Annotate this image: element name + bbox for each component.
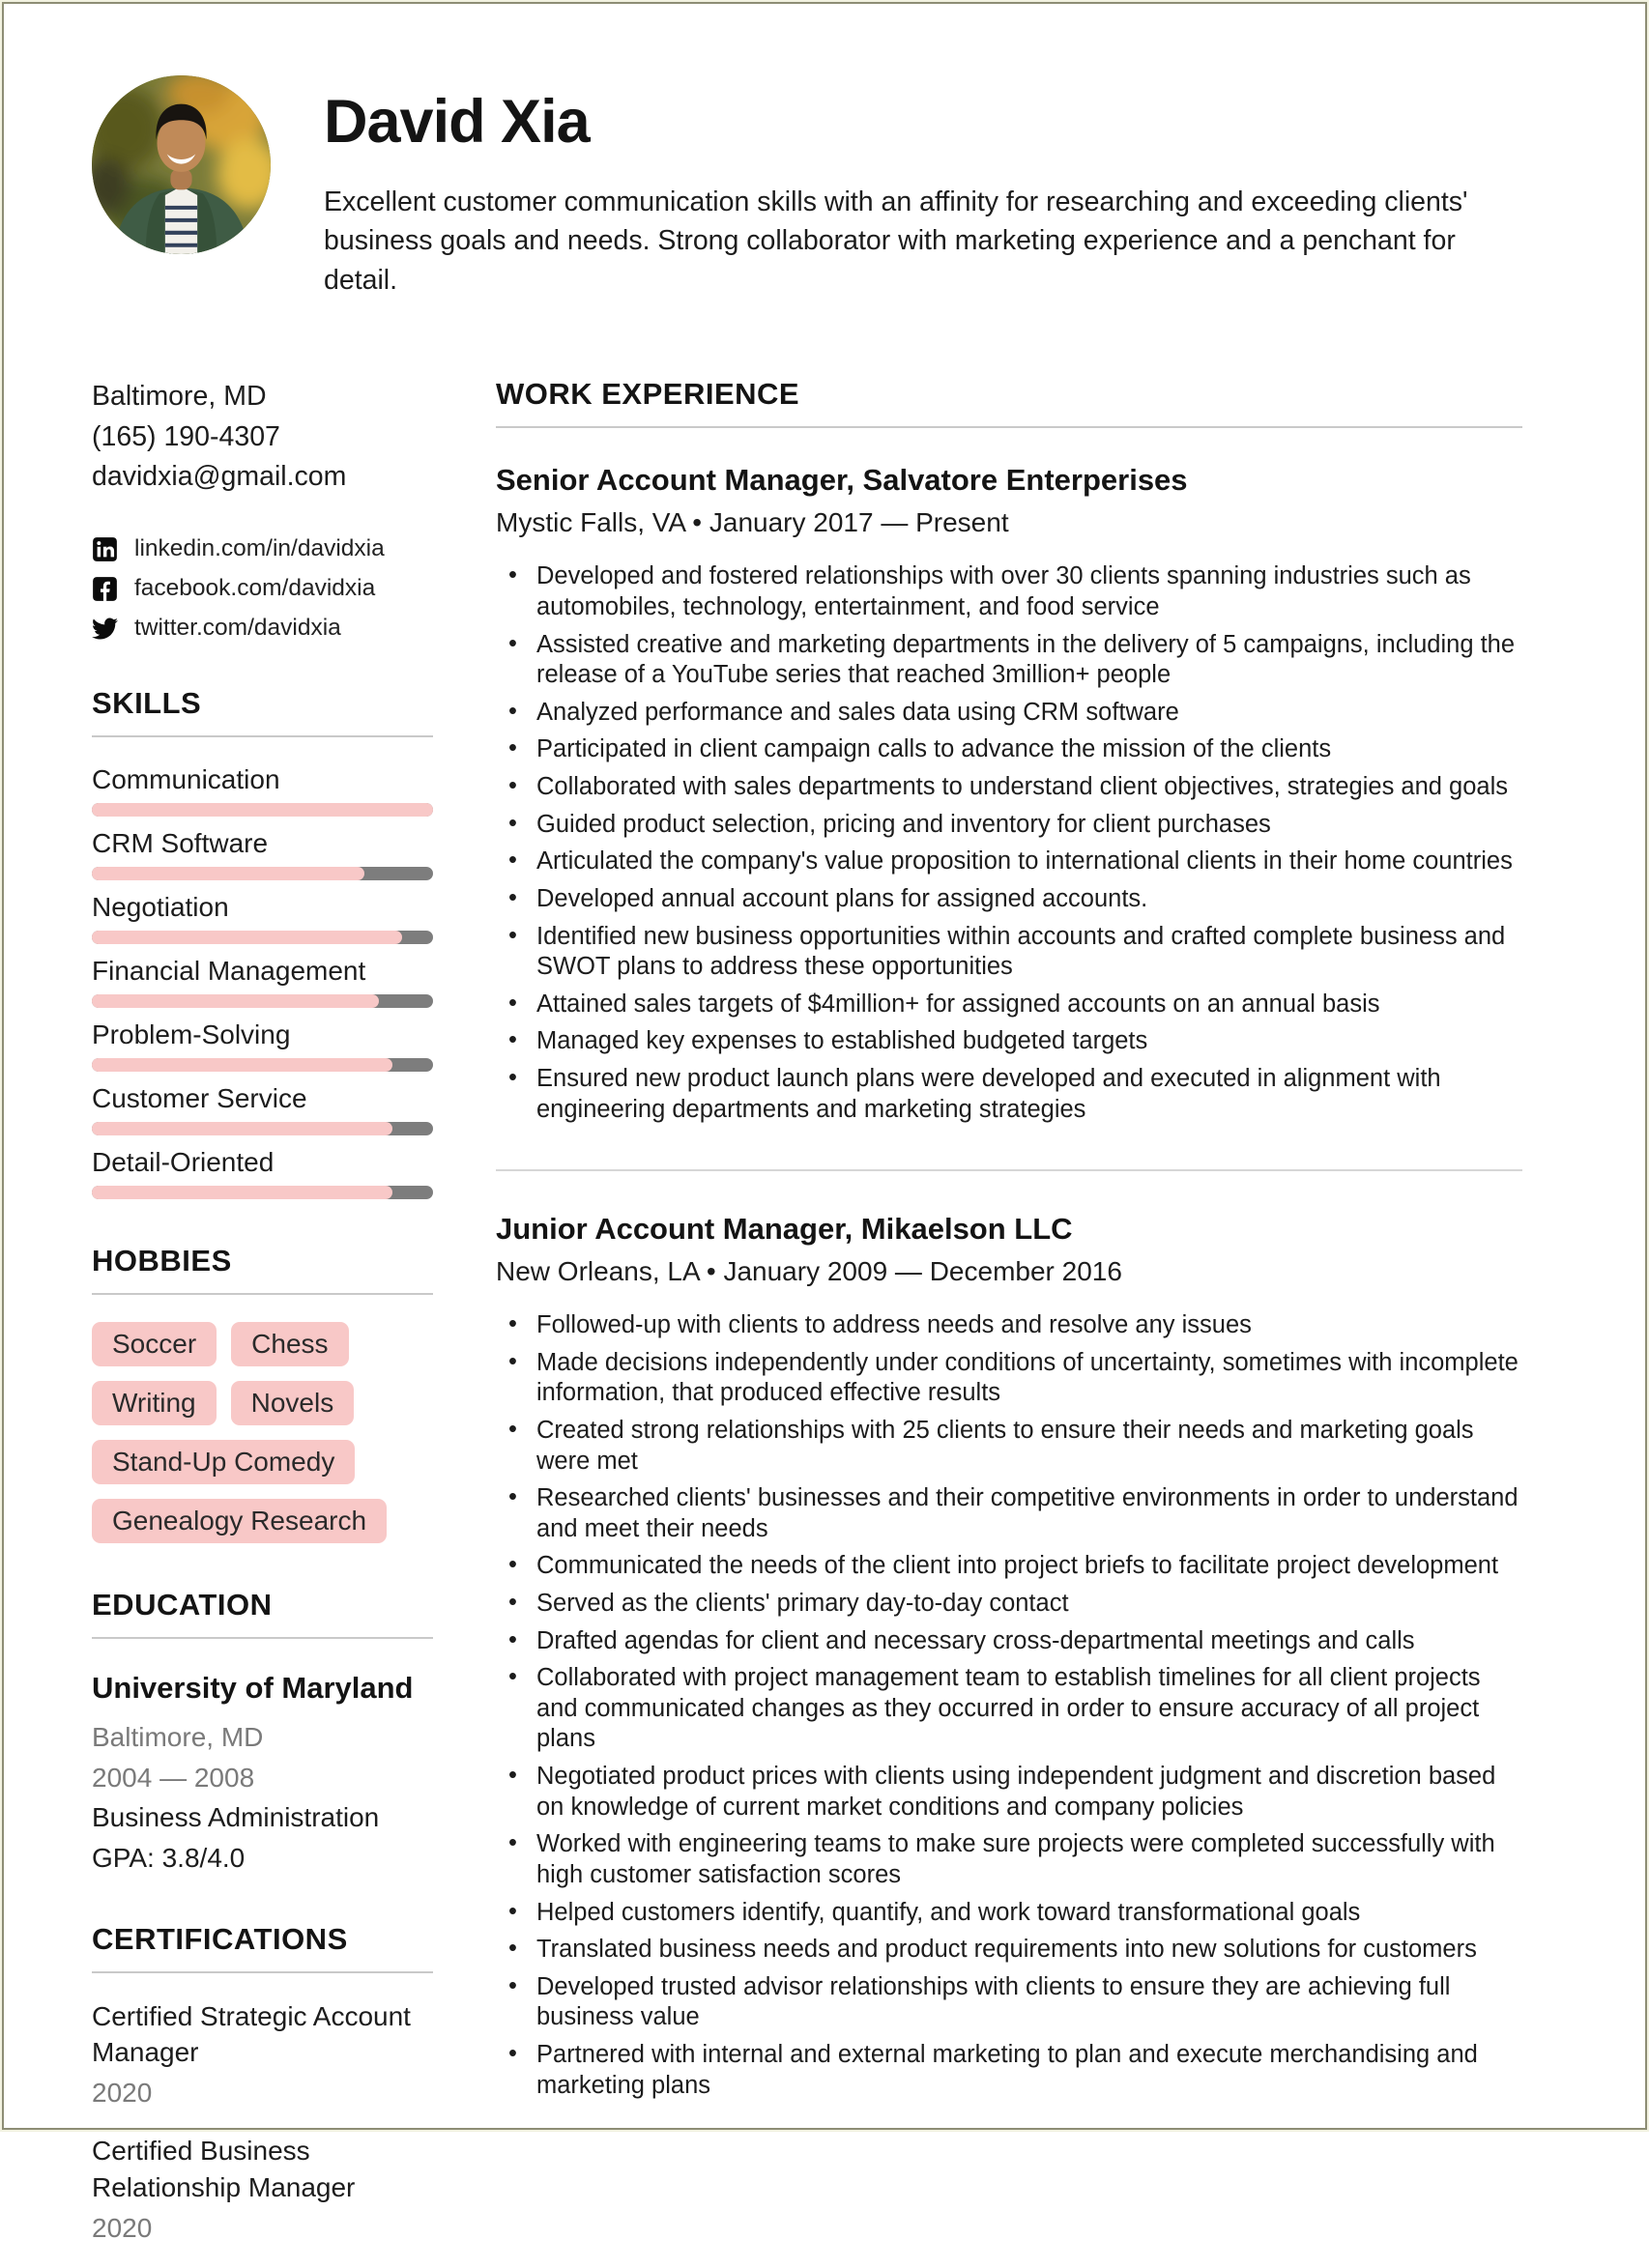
- job-bullet: • Articulated the company's value proposition to international clients in their home countries: [496, 847, 1522, 877]
- job-bullet: • Worked with engineering teams to make sure projects were completed successfully with high customer satisfaction scores: [496, 1829, 1522, 1890]
- education-degree: Business Administration: [92, 1802, 380, 1833]
- social-handle: facebook.com/davidxia: [134, 575, 376, 602]
- skill-label: Communication: [92, 764, 280, 795]
- job-bullet: • Collaborated with project management team to establish timelines for all client projects and communicated changes as they occurred in order to ensure accuracy of all project plans: [496, 1663, 1522, 1755]
- job-bullet: • Analyzed performance and sales data using CRM software: [496, 698, 1522, 729]
- job-bullet: • Researched clients' businesses and their competitive environments in order to understand and meet their needs: [496, 1483, 1522, 1544]
- skill-bar-fill: [92, 1058, 392, 1072]
- job-bullet: • Managed key expenses to established budgeted targets: [496, 1026, 1522, 1057]
- content-columns: [0, 300, 1649, 2268]
- certification-year: 2020: [92, 2212, 153, 2243]
- job-title: Senior Account Manager, Salvatore Enterperises: [496, 463, 1188, 498]
- job-entry: [496, 463, 1522, 1125]
- job-bullet: • Negotiated product prices with clients using independent judgment and discretion based on knowledge of current market conditions and company policies: [496, 1762, 1522, 1823]
- skill-bar-track: [92, 1058, 433, 1072]
- social-link-twitter[interactable]: [92, 615, 433, 642]
- hobbies-list: [92, 1322, 433, 1543]
- social-links: [92, 535, 433, 642]
- skills-list: [92, 764, 433, 1199]
- job-bullet-list: [496, 1310, 1522, 2101]
- social-handle: linkedin.com/in/davidxia: [134, 535, 385, 562]
- skill-bar-fill: [92, 803, 433, 817]
- main-column: [496, 377, 1522, 2108]
- job-bullet: • Participated in client campaign calls to advance the mission of the clients: [496, 734, 1522, 765]
- skill-bar-fill: [92, 994, 379, 1008]
- profile-photo-illustration: [92, 75, 271, 254]
- skill-bar-fill: [92, 1122, 392, 1135]
- education-school: University of Maryland: [92, 1671, 414, 1706]
- skill-label: Problem-Solving: [92, 1019, 291, 1050]
- profile-photo: [92, 75, 271, 254]
- job-entry: [496, 1212, 1522, 2101]
- skill-item: [92, 956, 433, 1008]
- summary: Excellent customer communication skills with an affinity for researching and exceeding clients' business goals and needs. Strong collaborator with marketing experience and a penchant for detail.: [324, 187, 1468, 296]
- certifications-list: [92, 1998, 433, 2244]
- job-bullet: • Partnered with internal and external marketing to plan and execute merchandising and marketing plans: [496, 2040, 1522, 2101]
- hobby-tag: Novels: [231, 1381, 355, 1425]
- job-bullet: • Drafted agendas for client and necessary cross-departmental meetings and calls: [496, 1626, 1522, 1657]
- certification-name: Certified Business Relationship Manager: [92, 2136, 356, 2202]
- twitter-icon: [92, 616, 118, 642]
- work-experience-heading: WORK EXPERIENCE: [496, 377, 1522, 428]
- skill-bar-track: [92, 803, 433, 817]
- job-title: Junior Account Manager, Mikaelson LLC: [496, 1212, 1073, 1247]
- job-bullet: • Developed and fostered relationships with over 30 clients spanning industries such as automobiles, technology, entertainment, and food service: [496, 561, 1522, 622]
- hobbies-heading: HOBBIES: [92, 1244, 433, 1295]
- job-bullet: • Translated business needs and product requirements into new solutions for customers: [496, 1935, 1522, 1966]
- social-handle: twitter.com/davidxia: [134, 615, 341, 642]
- certifications-heading: CERTIFICATIONS: [92, 1922, 433, 1973]
- skill-item: [92, 1147, 433, 1199]
- skill-bar-fill: [92, 1186, 392, 1199]
- job-meta: Mystic Falls, VA • January 2017 — Present: [496, 507, 1009, 538]
- skill-bar-fill: [92, 867, 364, 880]
- job-bullet: • Followed-up with clients to address needs and resolve any issues: [496, 1310, 1522, 1341]
- certification-name: Certified Strategic Account Manager: [92, 2000, 411, 2068]
- sidebar: [92, 377, 433, 2268]
- skill-label: Detail-Oriented: [92, 1147, 275, 1178]
- job-bullet: • Developed annual account plans for assigned accounts.: [496, 884, 1522, 915]
- social-link-linkedin[interactable]: [92, 535, 433, 562]
- skill-bar-track: [92, 994, 433, 1008]
- contact-email: davidxia@gmail.com: [92, 461, 347, 493]
- job-bullet: • Assisted creative and marketing departments in the delivery of 5 campaigns, including the release of a YouTube series that reached 3million+ people: [496, 630, 1522, 691]
- job-bullet: • Developed trusted advisor relationships with clients to ensure they are achieving full business value: [496, 1972, 1522, 2033]
- skill-label: Financial Management: [92, 956, 366, 987]
- skill-item: [92, 892, 433, 944]
- skill-item: [92, 828, 433, 880]
- social-link-facebook[interactable]: [92, 575, 433, 602]
- job-bullet: • Made decisions independently under conditions of uncertainty, sometimes with incomplete information, that produced effective results: [496, 1348, 1522, 1409]
- skill-bar-track: [92, 931, 433, 944]
- header-text: [324, 75, 1522, 300]
- job-bullet: • Helped customers identify, quantify, and work toward transformational goals: [496, 1898, 1522, 1929]
- skill-bar-track: [92, 867, 433, 880]
- skill-label: Negotiation: [92, 892, 229, 923]
- skill-label: Customer Service: [92, 1083, 307, 1114]
- skill-bar-track: [92, 1122, 433, 1135]
- linkedin-icon: [92, 536, 118, 562]
- hobby-tag: Genealogy Research: [92, 1499, 387, 1543]
- skill-label: CRM Software: [92, 828, 269, 859]
- certification-entry: [92, 1998, 433, 2109]
- contact-phone: (165) 190-4307: [92, 420, 280, 452]
- hobby-tag: Stand-Up Comedy: [92, 1440, 355, 1484]
- hobby-tag: Writing: [92, 1381, 217, 1425]
- job-meta: New Orleans, LA • January 2009 — December 2016: [496, 1256, 1122, 1287]
- education-dates: 2004 — 2008: [92, 1762, 255, 1793]
- jobs-list: [496, 463, 1522, 2101]
- job-bullet: • Served as the clients' primary day-to-day contact: [496, 1589, 1522, 1620]
- job-bullet: • Created strong relationships with 25 clients to ensure their needs and marketing goals were met: [496, 1416, 1522, 1477]
- skill-item: [92, 1083, 433, 1135]
- facebook-icon: [92, 576, 118, 602]
- hobby-tag: Chess: [231, 1322, 348, 1366]
- header: [0, 0, 1649, 300]
- certification-year: 2020: [92, 2078, 153, 2109]
- contact-block: [92, 377, 433, 497]
- job-bullet: • Guided product selection, pricing and inventory for client purchases: [496, 810, 1522, 841]
- hobby-tag: Soccer: [92, 1322, 217, 1366]
- skill-bar-track: [92, 1186, 433, 1199]
- skills-heading: SKILLS: [92, 686, 433, 737]
- skill-item: [92, 764, 433, 817]
- contact-location: Baltimore, MD: [92, 381, 267, 413]
- skill-bar-fill: [92, 931, 402, 944]
- certification-entry: [92, 2133, 433, 2243]
- job-bullet: • Identified new business opportunities within accounts and crafted complete business and SWOT plans to address these opportunities: [496, 922, 1522, 983]
- education-location: Baltimore, MD: [92, 1722, 264, 1753]
- job-bullet-list: [496, 561, 1522, 1125]
- job-bullet: • Attained sales targets of $4million+ for assigned accounts on an annual basis: [496, 990, 1522, 1020]
- skill-item: [92, 1019, 433, 1072]
- job-bullet: • Communicated the needs of the client into project briefs to facilitate project development: [496, 1551, 1522, 1582]
- job-divider: [496, 1169, 1522, 1171]
- education-entry: [92, 1666, 433, 1878]
- name: David Xia: [324, 88, 590, 156]
- job-bullet: • Ensured new product launch plans were developed and executed in alignment with engineering departments and marketing strategies: [496, 1064, 1522, 1125]
- education-heading: EDUCATION: [92, 1588, 433, 1639]
- education-gpa: GPA: 3.8/4.0: [92, 1842, 246, 1873]
- job-bullet: • Collaborated with sales departments to understand client objectives, strategies and goals: [496, 772, 1522, 803]
